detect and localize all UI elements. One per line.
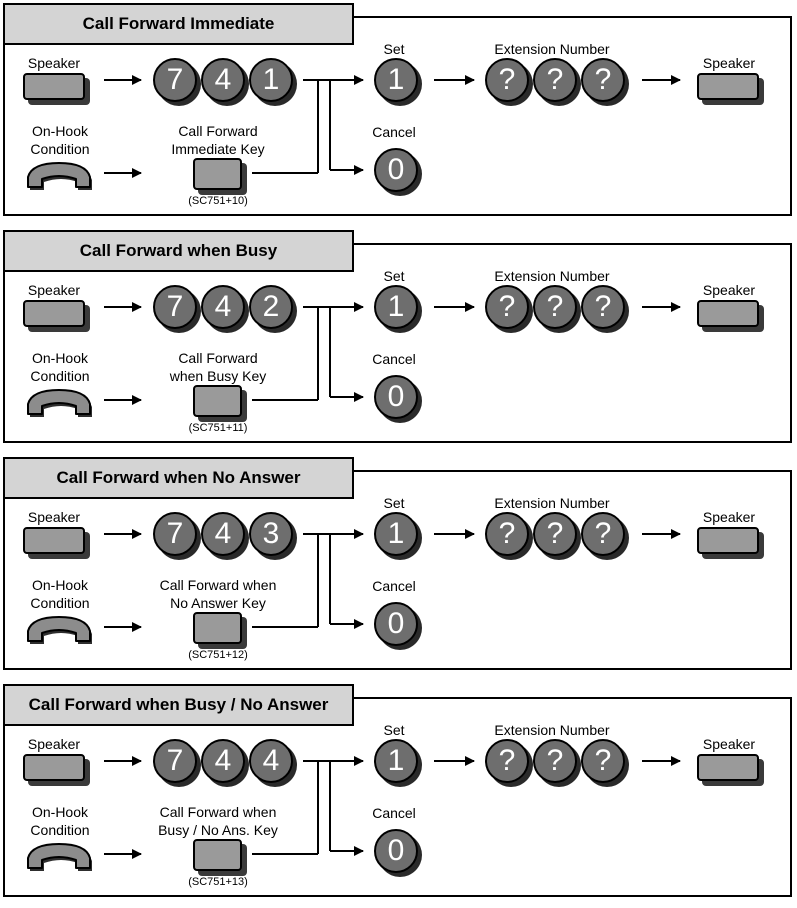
handset-icon: [26, 841, 96, 875]
extension-digit-2: ?: [533, 285, 577, 329]
access-digit-1: 7: [153, 58, 197, 102]
set-label: Set: [383, 495, 405, 511]
onhook-label: On-Hook Condition: [30, 350, 90, 384]
extension-number-label: Extension Number: [494, 495, 610, 511]
access-digit-3: 4: [249, 739, 293, 783]
access-digit-1: 7: [153, 739, 197, 783]
extension-digit-2: ?: [533, 58, 577, 102]
cancel-label: Cancel: [372, 805, 416, 821]
feature-key-label: Call Forward Immediate Key: [171, 123, 265, 157]
onhook-label: On-Hook Condition: [30, 804, 90, 838]
access-digit-2: 4: [201, 58, 245, 102]
cancel-label: Cancel: [372, 124, 416, 140]
set-digit: 1: [374, 739, 418, 783]
access-digit-3: 3: [249, 512, 293, 556]
cancel-label: Cancel: [372, 578, 416, 594]
speaker-label: Speaker: [27, 55, 81, 71]
extension-digit-2: ?: [533, 512, 577, 556]
cancel-digit: 0: [374, 148, 418, 192]
feature-key-label: Call Forward when Busy / No Ans. Key: [158, 804, 278, 838]
set-label: Set: [383, 268, 405, 284]
call-forward-panel-4: [0, 681, 797, 908]
end-speaker-label: Speaker: [702, 55, 756, 71]
panel-title: Call Forward when Busy: [3, 230, 354, 272]
panel-title: Call Forward when Busy / No Answer: [3, 684, 354, 726]
extension-digit-3: ?: [581, 58, 625, 102]
cancel-digit: 0: [374, 375, 418, 419]
feature-key-label: Call Forward when Busy Key: [169, 350, 267, 384]
cancel-digit: 0: [374, 829, 418, 873]
cancel-digit: 0: [374, 602, 418, 646]
onhook-label: On-Hook Condition: [30, 577, 90, 611]
access-digit-3: 1: [249, 58, 293, 102]
access-digit-2: 4: [201, 512, 245, 556]
extension-digit-1: ?: [485, 285, 529, 329]
speaker-label: Speaker: [27, 736, 81, 752]
access-digit-3: 2: [249, 285, 293, 329]
access-digit-2: 4: [201, 739, 245, 783]
panel-title: Call Forward Immediate: [3, 3, 354, 45]
feature-key-code: (SC751+12): [188, 649, 248, 661]
access-digit-1: 7: [153, 285, 197, 329]
call-forward-panel-2: [0, 227, 797, 454]
extension-digit-3: ?: [581, 285, 625, 329]
onhook-label: On-Hook Condition: [30, 123, 90, 157]
feature-key-code: (SC751+10): [188, 195, 248, 207]
set-label: Set: [383, 41, 405, 57]
feature-key-code: (SC751+13): [188, 876, 248, 888]
call-forward-panel-1: [0, 0, 797, 227]
feature-key-label: Call Forward when No Answer Key: [159, 577, 277, 611]
extension-number-label: Extension Number: [494, 268, 610, 284]
access-digit-2: 4: [201, 285, 245, 329]
panel-title: Call Forward when No Answer: [3, 457, 354, 499]
speaker-label: Speaker: [27, 509, 81, 525]
extension-digit-3: ?: [581, 739, 625, 783]
end-speaker-label: Speaker: [702, 282, 756, 298]
handset-icon: [26, 160, 96, 194]
extension-digit-1: ?: [485, 512, 529, 556]
call-forward-panel-3: [0, 454, 797, 681]
extension-number-label: Extension Number: [494, 722, 610, 738]
speaker-label: Speaker: [27, 282, 81, 298]
extension-digit-3: ?: [581, 512, 625, 556]
extension-digit-1: ?: [485, 739, 529, 783]
end-speaker-label: Speaker: [702, 736, 756, 752]
set-digit: 1: [374, 285, 418, 329]
feature-key-code: (SC751+11): [188, 422, 248, 434]
extension-number-label: Extension Number: [494, 41, 610, 57]
handset-icon: [26, 387, 96, 421]
access-digit-1: 7: [153, 512, 197, 556]
handset-icon: [26, 614, 96, 648]
end-speaker-label: Speaker: [702, 509, 756, 525]
set-digit: 1: [374, 512, 418, 556]
extension-digit-1: ?: [485, 58, 529, 102]
set-digit: 1: [374, 58, 418, 102]
set-label: Set: [383, 722, 405, 738]
cancel-label: Cancel: [372, 351, 416, 367]
extension-digit-2: ?: [533, 739, 577, 783]
